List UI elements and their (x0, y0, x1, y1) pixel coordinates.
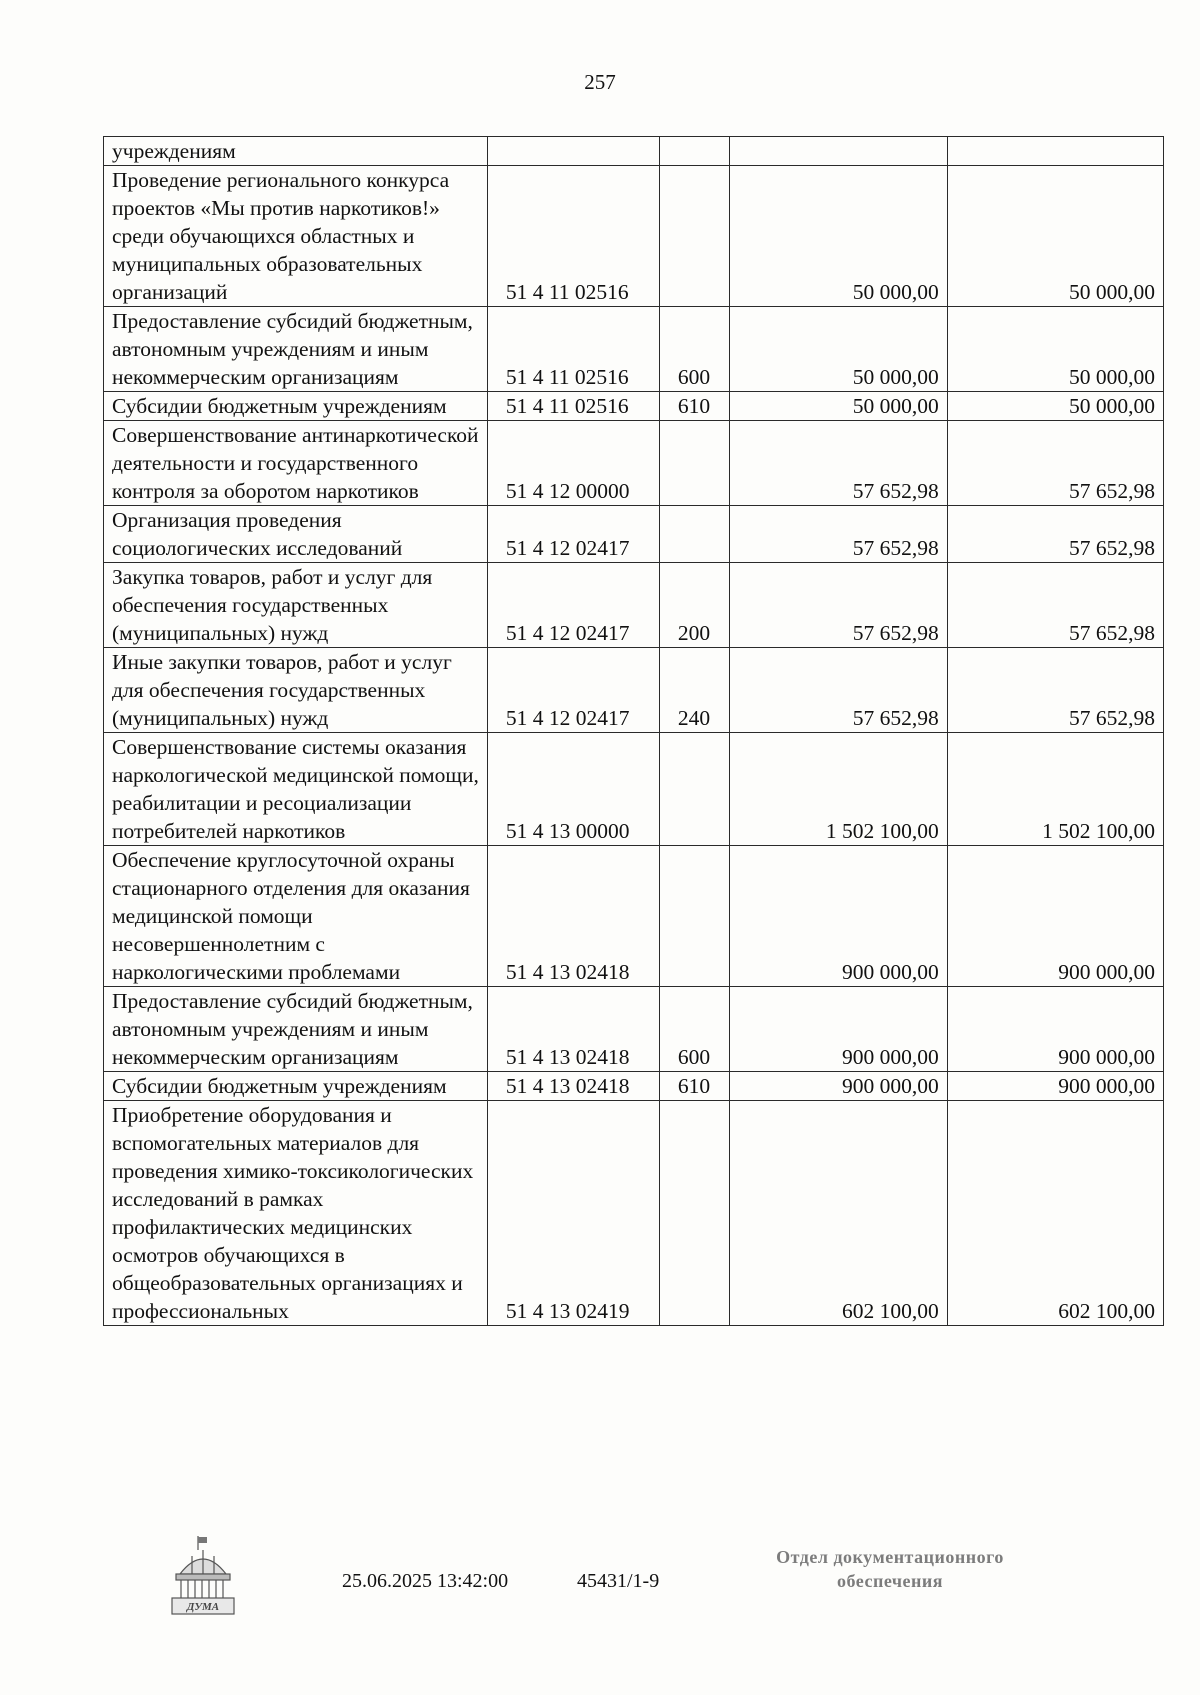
table-row (104, 563, 1164, 648)
row-sum2-cell: 900 000,00 (947, 987, 1163, 1072)
row-code-cell: 51 4 11 02516 (487, 392, 659, 421)
row-name-cell: Закупка товаров, работ и услуг для обеспечения государственных (муниципальных) нужд (104, 563, 488, 648)
table-row (104, 137, 1164, 166)
row-name-cell: Обеспечение круглосуточной охраны стационарного отделения для оказания медицинской помощи несовершеннолетним с наркологическими проблемами (104, 846, 488, 987)
footer-doc-number: 45431/1-9 (577, 1570, 660, 1592)
row-sum2-cell (947, 137, 1163, 166)
row-name-cell: Организация проведения социологических исследований (104, 506, 488, 563)
row-sum2-cell: 900 000,00 (947, 846, 1163, 987)
row-type-cell (659, 1101, 730, 1326)
table-row (104, 166, 1164, 307)
row-sum1-cell: 57 652,98 (730, 421, 947, 506)
row-name-cell: Приобретение оборудования и вспомогательных материалов для проведения химико-токсикологических исследований в рамках профилактических медицинских осмотров обучающихся в общеобразовательных организациях и профессиональных (104, 1101, 488, 1326)
row-sum1-cell: 50 000,00 (730, 392, 947, 421)
row-code-cell: 51 4 12 00000 (487, 421, 659, 506)
row-sum1-cell (730, 137, 947, 166)
row-code-cell: 51 4 13 02419 (487, 1101, 659, 1326)
row-name-cell: Иные закупки товаров, работ и услуг для обеспечения государственных (муниципальных) нужд (104, 648, 488, 733)
row-sum1-cell: 57 652,98 (730, 506, 947, 563)
row-type-cell (659, 733, 730, 846)
row-code-cell: 51 4 13 00000 (487, 733, 659, 846)
footer-datetime: 25.06.2025 13:42:00 (342, 1570, 509, 1592)
row-type-cell: 600 (659, 987, 730, 1072)
row-code-cell: 51 4 12 02417 (487, 506, 659, 563)
row-sum2-cell: 57 652,98 (947, 421, 1163, 506)
table-row (104, 733, 1164, 846)
table-row (104, 1072, 1164, 1101)
row-sum1-cell: 57 652,98 (730, 648, 947, 733)
row-sum2-cell: 1 502 100,00 (947, 733, 1163, 846)
row-sum1-cell: 602 100,00 (730, 1101, 947, 1326)
row-code-cell (487, 137, 659, 166)
row-type-cell: 610 (659, 392, 730, 421)
row-code-cell: 51 4 12 02417 (487, 563, 659, 648)
row-sum2-cell: 50 000,00 (947, 166, 1163, 307)
table-row (104, 846, 1164, 987)
row-type-cell: 200 (659, 563, 730, 648)
row-type-cell (659, 137, 730, 166)
row-sum2-cell: 57 652,98 (947, 563, 1163, 648)
row-sum2-cell: 50 000,00 (947, 307, 1163, 392)
row-name-cell: Предоставление субсидий бюджетным, автономным учреждениям и иным некоммерческим организациям (104, 987, 488, 1072)
row-sum1-cell: 900 000,00 (730, 1072, 947, 1101)
row-name-cell: Проведение регионального конкурса проектов «Мы против наркотиков!» среди обучающихся областных и муниципальных образовательных организаций (104, 166, 488, 307)
table-row (104, 987, 1164, 1072)
row-name-cell: Совершенствование антинаркотической деятельности и государственного контроля за оборотом наркотиков (104, 421, 488, 506)
table-row (104, 506, 1164, 563)
row-type-cell: 600 (659, 307, 730, 392)
row-sum1-cell: 900 000,00 (730, 846, 947, 987)
department-stamp (740, 1545, 1040, 1593)
row-sum1-cell: 57 652,98 (730, 563, 947, 648)
row-name-cell: Субсидии бюджетным учреждениям (104, 1072, 488, 1101)
row-code-cell: 51 4 12 02417 (487, 648, 659, 733)
row-name-cell: Предоставление субсидий бюджетным, автономным учреждениям и иным некоммерческим организациям (104, 307, 488, 392)
row-sum1-cell: 50 000,00 (730, 307, 947, 392)
stamp-line-1: Отдел документационного (776, 1547, 1004, 1567)
table-body (104, 137, 1164, 1326)
row-sum1-cell: 1 502 100,00 (730, 733, 947, 846)
row-name-cell: Совершенствование системы оказания наркологической медицинской помощи, реабилитации и ресоциализации потребителей наркотиков (104, 733, 488, 846)
table-row (104, 307, 1164, 392)
table-row (104, 1101, 1164, 1326)
row-code-cell: 51 4 11 02516 (487, 307, 659, 392)
row-type-cell: 610 (659, 1072, 730, 1101)
table-row (104, 648, 1164, 733)
row-sum2-cell: 602 100,00 (947, 1101, 1163, 1326)
svg-text:ДУМА: ДУМА (186, 1601, 220, 1613)
budget-table (103, 136, 1164, 1326)
row-name-cell: Субсидии бюджетным учреждениям (104, 392, 488, 421)
row-sum1-cell: 50 000,00 (730, 166, 947, 307)
row-sum2-cell: 57 652,98 (947, 506, 1163, 563)
stamp-line-2: обеспечения (837, 1571, 943, 1591)
row-name-cell: учреждениям (104, 137, 488, 166)
row-sum2-cell: 900 000,00 (947, 1072, 1163, 1101)
row-code-cell: 51 4 13 02418 (487, 987, 659, 1072)
row-type-cell (659, 166, 730, 307)
table-row (104, 392, 1164, 421)
row-code-cell: 51 4 13 02418 (487, 846, 659, 987)
row-sum2-cell: 57 652,98 (947, 648, 1163, 733)
duma-logo-icon (168, 1532, 238, 1616)
row-type-cell (659, 846, 730, 987)
row-type-cell (659, 506, 730, 563)
row-code-cell: 51 4 13 02418 (487, 1072, 659, 1101)
row-sum1-cell: 900 000,00 (730, 987, 947, 1072)
row-type-cell: 240 (659, 648, 730, 733)
row-type-cell (659, 421, 730, 506)
table-row (104, 421, 1164, 506)
row-code-cell: 51 4 11 02516 (487, 166, 659, 307)
page-number: 257 (584, 70, 616, 94)
row-sum2-cell: 50 000,00 (947, 392, 1163, 421)
